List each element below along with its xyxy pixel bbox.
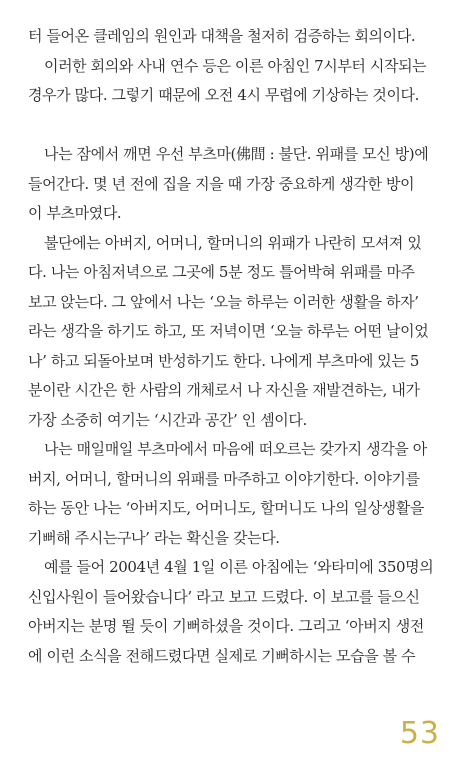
text-line: 들어간다. 몇 년 전에 집을 지을 때 가장 중요하게 생각한 방이 (28, 174, 415, 193)
text-line: 이 부츠마였다. (28, 204, 122, 222)
text-line: 불단에는 아버지, 어머니, 할머니의 위패가 나란히 모셔져 있 (44, 233, 422, 252)
text-line: 분이란 시간은 한 사람의 개체로서 나 자신을 재발견하는, 내가 (28, 381, 420, 399)
body-text (28, 22, 446, 671)
text-line: 나’ 하고 되돌아보며 반성하기도 한다. 나에게 부츠마에 있는 5 (28, 351, 419, 370)
text-line: 에 이런 소식을 전해드렸다면 실제로 기뻐하시는 모습을 볼 수 (28, 646, 416, 665)
text-line: 신입사원이 들어왔습니다’ 라고 보고 드렸다. 이 보고를 들으신 (28, 587, 420, 606)
text-line: 나는 매일매일 부츠마에서 마음에 떠오르는 갖가지 생각을 아 (44, 440, 427, 458)
text-line: 가장 소중히 여기는 ‘시간과 공간’ 인 셈이다. (28, 410, 307, 429)
text-line: 하는 동안 나는 ‘아버지도, 어머니도, 할머니도 나의 일상생활을 (28, 499, 424, 517)
page-number: 53 (399, 716, 440, 751)
text-line: 아버지는 분명 뛸 듯이 기뻐하셨을 것이다. 그리고 ‘아버지 생전 (28, 617, 424, 635)
text-line: 버지, 어머니, 할머니의 위패를 마주하고 이야기한다. 이야기를 (28, 469, 420, 488)
text-line: 나는 잠에서 깨면 우선 부츠마(佛間 : 불단. 위패를 모신 방)에 (44, 145, 429, 163)
text-line: 경우가 많다. 그렇기 때문에 오전 4시 무렵에 기상하는 것이다. (28, 86, 419, 104)
text-line: 터 들어온 클레임의 원인과 대책을 철저히 검증하는 회의이다. (28, 27, 416, 45)
text-line: 이러한 회의와 사내 연수 등은 이른 아침인 7시부터 시작되는 (44, 56, 427, 75)
text-line: 라는 생각을 하기도 하고, 또 저녁이면 ‘오늘 하루는 어떤 날이었 (28, 322, 429, 340)
text-line: 보고 앉는다. 그 앞에서 나는 ‘오늘 하루는 이러한 생활을 하자’ (28, 292, 419, 311)
text-line: 다. 나는 아침저녁으로 그곳에 5분 정도 틀어박혀 위패를 마주 (28, 263, 415, 281)
text-line: 예를 들어 2004년 4월 1일 이른 아침에는 ‘와타미에 350명의 (44, 558, 434, 576)
text-line: 기뻐해 주시는구나’ 라는 확신을 갖는다. (28, 528, 280, 547)
paragraph-gap (28, 111, 446, 141)
